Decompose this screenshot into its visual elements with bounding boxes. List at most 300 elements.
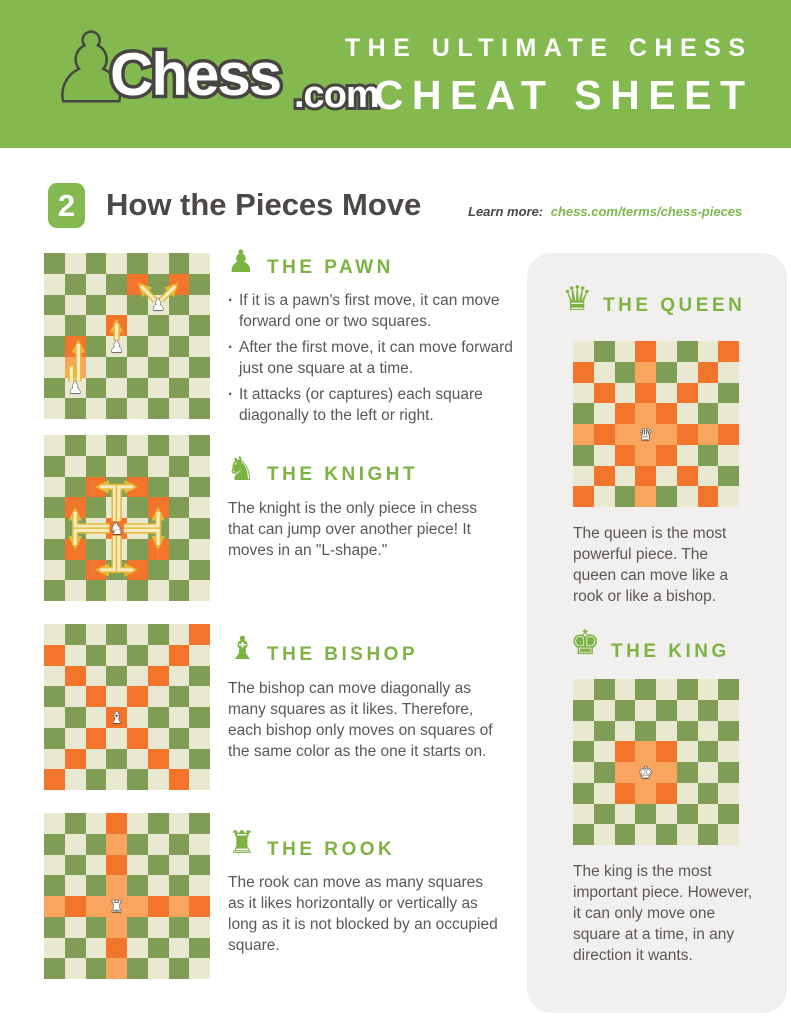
board-square — [677, 679, 698, 700]
board-square — [677, 700, 698, 721]
board-square — [106, 834, 127, 855]
board-square — [635, 486, 656, 507]
board-square — [148, 875, 169, 896]
knight-description: The knight is the only piece in chess that can jump over another piece! It moves in an "L-shape." — [228, 500, 477, 559]
top-banner — [0, 0, 791, 148]
board-square — [615, 383, 636, 404]
board-square — [718, 700, 739, 721]
board-square — [106, 624, 127, 645]
board-square — [169, 518, 190, 539]
board-square — [106, 938, 127, 959]
pawn-piece-icon: ♟ — [67, 378, 83, 398]
board-square — [86, 456, 107, 477]
board-square — [189, 357, 210, 378]
board-square — [573, 445, 594, 466]
board-square — [65, 917, 86, 938]
board-square — [65, 357, 86, 378]
board-square — [127, 398, 148, 419]
board-square — [169, 497, 190, 518]
pawn-bullet: · After the first move, it can move forward just one square at a time. — [228, 338, 520, 380]
board-square — [189, 624, 210, 645]
board-square — [615, 466, 636, 487]
board-square — [148, 938, 169, 959]
board-square — [635, 362, 656, 383]
board-square — [169, 274, 190, 295]
bishop-section-title: THE BISHOP — [267, 644, 419, 665]
board-square — [127, 855, 148, 876]
board-square — [615, 783, 636, 804]
bishop-piece-icon: ♝ — [109, 707, 124, 727]
board-square — [106, 769, 127, 790]
logo-pawn-icon: ♟ — [50, 15, 133, 122]
board-square — [698, 741, 719, 762]
board-square — [189, 398, 210, 419]
board-square — [148, 958, 169, 979]
board-square — [86, 539, 107, 560]
board-square — [127, 938, 148, 959]
board-square — [127, 958, 148, 979]
board-square — [189, 728, 210, 749]
board-square — [148, 624, 169, 645]
rook-icon: ♜ — [228, 825, 256, 861]
board-square — [44, 398, 65, 419]
board-square — [594, 762, 615, 783]
board-square — [718, 486, 739, 507]
board-square — [127, 749, 148, 770]
board-square — [635, 403, 656, 424]
board-square — [86, 896, 107, 917]
board-square — [65, 855, 86, 876]
board-square — [169, 624, 190, 645]
board-square — [656, 679, 677, 700]
board-square — [189, 378, 210, 399]
board-square — [718, 824, 739, 845]
board-square — [127, 917, 148, 938]
board-square — [86, 357, 107, 378]
board-square — [127, 497, 148, 518]
bishop-description: The bishop can move diagonally as many squares as it likes. Therefore, each bishop only moves on squares of the same color as the one it starts on. — [228, 680, 493, 760]
board-square — [189, 539, 210, 560]
board-square — [169, 580, 190, 601]
board-square — [106, 855, 127, 876]
learn-more — [468, 204, 742, 219]
board-square — [573, 383, 594, 404]
board-square — [148, 917, 169, 938]
board-square — [698, 403, 719, 424]
board-square — [594, 445, 615, 466]
board-square — [148, 274, 169, 295]
board-square — [573, 721, 594, 742]
board-square — [189, 518, 210, 539]
board-square — [44, 456, 65, 477]
section-number-badge: 2 — [48, 183, 85, 228]
board-square — [65, 315, 86, 336]
board-square — [106, 580, 127, 601]
queen-section-title: THE QUEEN — [603, 295, 746, 316]
board-square — [106, 497, 127, 518]
board-square — [65, 813, 86, 834]
board-square — [44, 875, 65, 896]
logo-wordmark: Chess — [110, 41, 281, 108]
board-square — [169, 958, 190, 979]
board-square — [148, 707, 169, 728]
board-square — [698, 466, 719, 487]
king-piece-icon: ♚ — [638, 762, 653, 782]
board-square — [44, 686, 65, 707]
board-square — [573, 804, 594, 825]
board-square — [169, 728, 190, 749]
board-square — [44, 624, 65, 645]
board-square — [189, 686, 210, 707]
board-square — [86, 686, 107, 707]
board-square — [573, 362, 594, 383]
board-square — [677, 383, 698, 404]
board-square — [86, 917, 107, 938]
board-square — [86, 728, 107, 749]
board-square — [573, 783, 594, 804]
board-square — [573, 486, 594, 507]
board-square — [573, 679, 594, 700]
board-square — [698, 679, 719, 700]
board-square — [148, 855, 169, 876]
pawn-bullet: · It attacks (or captures) each square diagonally to the left or right. — [228, 385, 520, 427]
board-square — [106, 560, 127, 581]
board-square — [127, 686, 148, 707]
board-square — [615, 424, 636, 445]
board-square — [127, 707, 148, 728]
board-square — [65, 398, 86, 419]
board-square — [169, 295, 190, 316]
board-square — [148, 645, 169, 666]
board-square — [86, 855, 107, 876]
board-square — [44, 378, 65, 399]
board-square — [127, 274, 148, 295]
board-square — [106, 357, 127, 378]
king-description: The king is the most important piece. However, it can only move one square at a time, in any direction it wants. — [573, 863, 753, 964]
board-square — [677, 804, 698, 825]
board-square — [677, 466, 698, 487]
board-square — [615, 804, 636, 825]
board-square — [86, 624, 107, 645]
board-square — [86, 518, 107, 539]
bishop-icon: ♝ — [228, 629, 257, 667]
board-square — [594, 383, 615, 404]
board-square — [106, 645, 127, 666]
knight-icon: ♞ — [226, 449, 256, 488]
board-square — [718, 721, 739, 742]
board-square — [698, 700, 719, 721]
board-square — [189, 834, 210, 855]
board-square — [148, 749, 169, 770]
bishop-move-board — [44, 624, 210, 790]
board-square — [573, 700, 594, 721]
board-square — [635, 466, 656, 487]
board-square — [106, 749, 127, 770]
board-square — [65, 253, 86, 274]
board-square — [65, 518, 86, 539]
board-square — [656, 741, 677, 762]
board-square — [127, 253, 148, 274]
knight-piece-icon: ♞ — [109, 518, 124, 538]
board-square — [718, 362, 739, 383]
board-square — [189, 896, 210, 917]
board-square — [148, 560, 169, 581]
board-square — [65, 769, 86, 790]
board-square — [127, 728, 148, 749]
board-square — [148, 497, 169, 518]
board-square — [127, 896, 148, 917]
board-square — [106, 686, 127, 707]
board-square — [148, 834, 169, 855]
board-square — [718, 445, 739, 466]
rook-description: The rook can move as many squares as it likes horizontally or vertically as long as it is not blocked by an occupied square. — [228, 874, 498, 954]
board-square — [635, 383, 656, 404]
board-square — [65, 938, 86, 959]
board-square — [44, 769, 65, 790]
board-square — [169, 378, 190, 399]
board-square — [189, 749, 210, 770]
king-move-board — [573, 679, 739, 845]
board-square — [86, 398, 107, 419]
board-square — [189, 855, 210, 876]
board-square — [106, 274, 127, 295]
board-square — [169, 896, 190, 917]
board-square — [698, 424, 719, 445]
board-square — [148, 686, 169, 707]
board-square — [594, 679, 615, 700]
board-square — [698, 804, 719, 825]
board-square — [594, 486, 615, 507]
board-square — [169, 834, 190, 855]
queen-description: The queen is the most powerful piece. The queen can move like a rook or like a bishop. — [573, 525, 729, 605]
board-square — [169, 456, 190, 477]
board-square — [86, 435, 107, 456]
board-square — [44, 518, 65, 539]
board-square — [169, 336, 190, 357]
board-square — [44, 497, 65, 518]
board-square — [677, 721, 698, 742]
banner-title — [344, 34, 754, 119]
board-square — [718, 762, 739, 783]
board-square — [656, 762, 677, 783]
board-square — [189, 560, 210, 581]
board-square — [656, 486, 677, 507]
board-square — [148, 518, 169, 539]
board-square — [65, 560, 86, 581]
board-square — [698, 362, 719, 383]
board-square — [127, 378, 148, 399]
board-square — [44, 666, 65, 687]
board-square — [656, 721, 677, 742]
board-square — [594, 721, 615, 742]
board-square — [44, 357, 65, 378]
board-square — [65, 295, 86, 316]
board-square — [86, 253, 107, 274]
board-square — [44, 813, 65, 834]
board-square — [677, 403, 698, 424]
board-square — [635, 341, 656, 362]
board-square — [44, 938, 65, 959]
rook-piece-icon: ♜ — [109, 896, 124, 916]
board-square — [718, 403, 739, 424]
board-square — [189, 477, 210, 498]
board-square — [698, 486, 719, 507]
board-square — [44, 958, 65, 979]
board-square — [189, 875, 210, 896]
board-square — [86, 315, 107, 336]
board-square — [169, 253, 190, 274]
board-square — [677, 783, 698, 804]
board-square — [106, 666, 127, 687]
board-square — [677, 762, 698, 783]
board-square — [65, 274, 86, 295]
pawn-icon: ♟ — [227, 244, 255, 280]
board-square — [718, 804, 739, 825]
board-square — [44, 477, 65, 498]
board-square — [65, 686, 86, 707]
board-square — [189, 253, 210, 274]
board-square — [127, 315, 148, 336]
board-square — [656, 445, 677, 466]
board-square — [148, 357, 169, 378]
board-square — [615, 341, 636, 362]
board-square — [189, 769, 210, 790]
pawn-section-title: THE PAWN — [267, 257, 394, 278]
board-square — [656, 804, 677, 825]
pawn-move-board — [44, 253, 210, 419]
board-square — [127, 456, 148, 477]
knight-move-board — [44, 435, 210, 601]
board-square — [44, 917, 65, 938]
learn-more-link[interactable]: chess.com/terms/chess-pieces — [550, 204, 743, 219]
board-square — [65, 896, 86, 917]
board-square — [677, 445, 698, 466]
board-square — [106, 728, 127, 749]
board-square — [189, 456, 210, 477]
board-square — [65, 666, 86, 687]
board-square — [573, 341, 594, 362]
board-square — [127, 435, 148, 456]
board-square — [635, 679, 656, 700]
rook-section-title: THE ROOK — [267, 839, 396, 860]
board-square — [189, 497, 210, 518]
board-square — [698, 341, 719, 362]
board-square — [86, 560, 107, 581]
board-square — [86, 274, 107, 295]
board-square — [65, 580, 86, 601]
board-square — [65, 435, 86, 456]
board-square — [44, 834, 65, 855]
learn-more-label: Learn more: — [468, 204, 544, 219]
logo-domain-suffix: .com — [294, 74, 379, 116]
board-square — [594, 341, 615, 362]
board-square — [615, 824, 636, 845]
board-square — [169, 357, 190, 378]
board-square — [44, 315, 65, 336]
board-square — [677, 362, 698, 383]
board-square — [169, 477, 190, 498]
board-square — [189, 938, 210, 959]
pawn-bullet-list — [228, 291, 520, 432]
board-square — [86, 295, 107, 316]
board-square — [635, 783, 656, 804]
board-square — [86, 813, 107, 834]
board-square — [127, 477, 148, 498]
board-square — [615, 445, 636, 466]
board-square — [718, 383, 739, 404]
board-square — [65, 834, 86, 855]
board-square — [44, 274, 65, 295]
board-square — [106, 378, 127, 399]
board-square — [86, 938, 107, 959]
board-square — [573, 762, 594, 783]
board-square — [656, 466, 677, 487]
board-square — [615, 741, 636, 762]
banner-tagline-line2: CHEAT SHEET — [373, 72, 754, 118]
board-square — [127, 834, 148, 855]
board-square — [106, 253, 127, 274]
king-section-title: THE KING — [611, 641, 730, 662]
board-square — [169, 875, 190, 896]
board-square — [44, 336, 65, 357]
board-square — [635, 741, 656, 762]
board-square — [148, 728, 169, 749]
board-square — [106, 958, 127, 979]
board-square — [44, 580, 65, 601]
board-square — [148, 477, 169, 498]
chesscom-logo — [50, 15, 380, 134]
board-square — [189, 295, 210, 316]
board-square — [169, 315, 190, 336]
board-square — [86, 749, 107, 770]
board-square — [44, 645, 65, 666]
board-square — [127, 666, 148, 687]
page-title: How the Pieces Move — [106, 187, 422, 222]
board-square — [635, 804, 656, 825]
board-square — [189, 958, 210, 979]
board-square — [677, 424, 698, 445]
board-square — [169, 707, 190, 728]
board-square — [169, 645, 190, 666]
board-square — [86, 477, 107, 498]
board-square — [65, 456, 86, 477]
board-square — [65, 477, 86, 498]
board-square — [148, 769, 169, 790]
board-square — [44, 707, 65, 728]
board-square — [127, 336, 148, 357]
board-square — [127, 769, 148, 790]
board-square — [86, 645, 107, 666]
board-square — [169, 398, 190, 419]
board-square — [656, 700, 677, 721]
board-square — [656, 824, 677, 845]
board-square — [594, 783, 615, 804]
board-square — [169, 666, 190, 687]
board-square — [86, 769, 107, 790]
board-square — [169, 560, 190, 581]
board-square — [698, 762, 719, 783]
board-square — [44, 253, 65, 274]
board-square — [677, 341, 698, 362]
board-square — [718, 741, 739, 762]
board-square — [656, 341, 677, 362]
board-square — [189, 274, 210, 295]
board-square — [148, 813, 169, 834]
board-square — [44, 749, 65, 770]
board-square — [718, 466, 739, 487]
board-square — [594, 700, 615, 721]
board-square — [148, 336, 169, 357]
